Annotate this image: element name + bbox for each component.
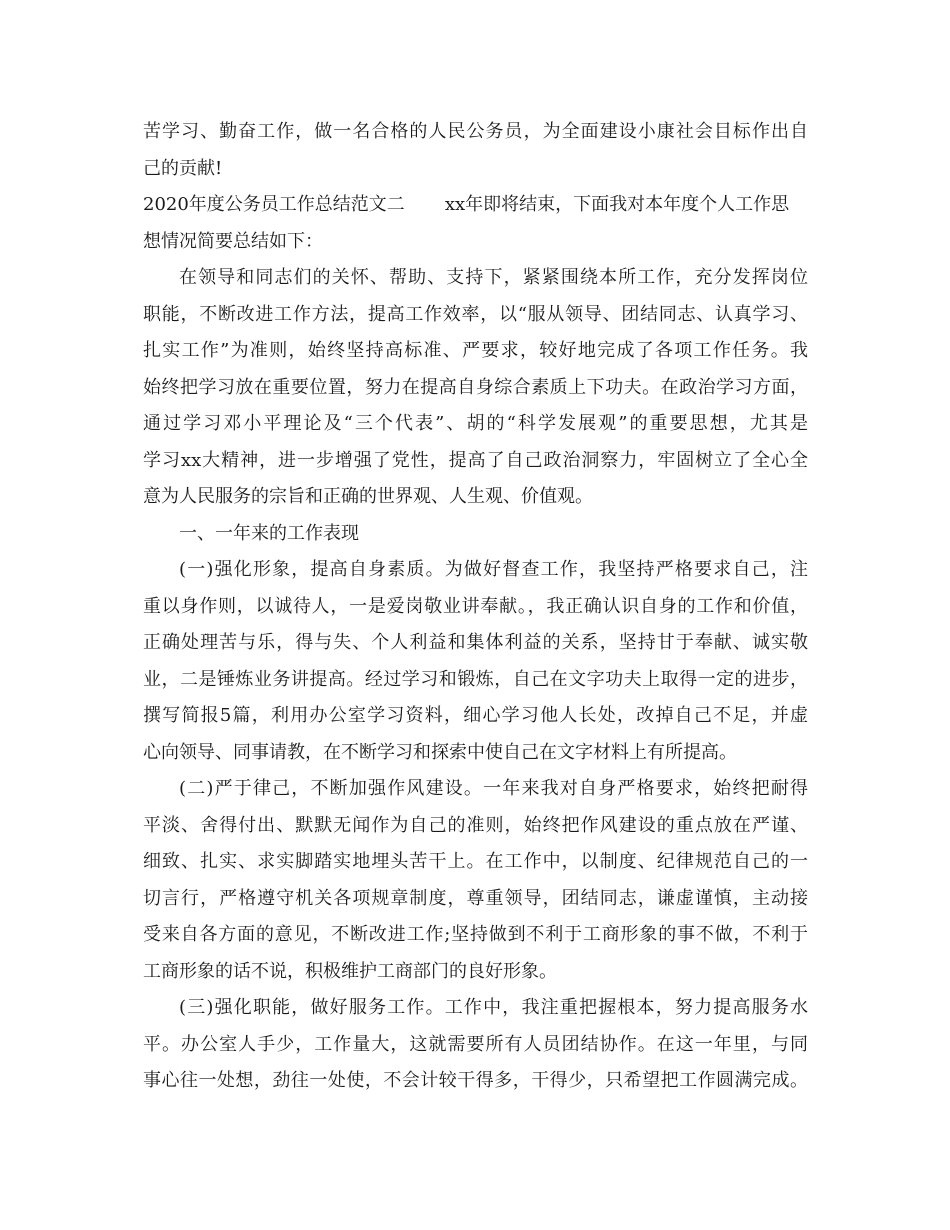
section-title: 2020年度公务员工作总结范文二 bbox=[143, 194, 405, 215]
text-line: 想情况简要总结如下： bbox=[143, 230, 323, 252]
text-line: (一)强化形象，提高自身素质。为做好督查工作，我坚持严格要求自己，注 bbox=[179, 559, 808, 580]
text-line: 正确处理苦与乐，得与失、个人利益和集体利益的关系，坚持甘于奉献、诚实敬 bbox=[143, 632, 808, 653]
text-line: 受来自各方面的意见，不断改进工作;坚持做到不利于工商形象的事不做，不利于 bbox=[143, 924, 808, 945]
text-line: 扎实工作”为准则，始终坚持高标准、严要求，较好地完成了各项工作任务。我 bbox=[143, 340, 808, 361]
text-line: 事心往一处想，劲往一处使，不会计较干得多，干得少，只希望把工作圆满完成。 bbox=[143, 1070, 808, 1091]
text-line: 业，二是锤炼业务讲提高。经过学习和锻炼，自己在文字功夫上取得一定的进步， bbox=[143, 668, 808, 690]
document-body bbox=[143, 114, 808, 1100]
text-line: 工商形象的话不说，积极维护工商部门的良好形象。 bbox=[143, 960, 557, 982]
text-line: 苦学习、勤奋工作，做一名合格的人民公务员，为全面建设小康社会目标作出自 bbox=[143, 121, 808, 142]
text-line: 职能，不断改进工作方法，提高工作效率，以“服从领导、团结同志、认真学习、 bbox=[143, 303, 808, 325]
text-line: 始终把学习放在重要位置，努力在提高自身综合素质上下功夫。在政治学习方面， bbox=[143, 376, 808, 398]
text-line: 一、一年来的工作表现 bbox=[179, 522, 359, 544]
text-line: 在领导和同志们的关怀、帮助、支持下，紧紧围绕本所工作，充分发挥岗位 bbox=[179, 267, 808, 288]
text-line bbox=[143, 187, 808, 224]
text-line: (二)严于律己，不断加强作风建设。一年来我对自身严格要求，始终把耐得 bbox=[179, 778, 808, 799]
text-line: 撰写简报5篇，利用办公室学习资料，细心学习他人长处，改掉自己不足，并虚 bbox=[143, 705, 808, 726]
text-line: 重以身作则，以诚待人，一是爱岗敬业讲奉献。，我正确认识自身的工作和价值， bbox=[143, 595, 808, 617]
text-line: 学习xx大精神，进一步增强了党性，提高了自己政治洞察力，牢固树立了全心全 bbox=[143, 449, 808, 471]
text-line: (三)强化职能，做好服务工作。工作中，我注重把握根本，努力提高服务水 bbox=[179, 997, 808, 1018]
text-line: 己的贡献! bbox=[143, 157, 223, 179]
text-line: 切言行，严格遵守机关各项规章制度，尊重领导，团结同志，谦虚谨慎，主动接 bbox=[143, 887, 808, 909]
text-line: 细致、扎实、求实脚踏实地埋头苦干上。在工作中，以制度、纪律规范自己的一 bbox=[143, 851, 808, 872]
line-text: xx年即将结束，下面我对本年度个人工作思 bbox=[444, 194, 790, 215]
text-line: 意为人民服务的宗旨和正确的世界观、人生观、价值观。 bbox=[143, 486, 593, 507]
text-line: 通过学习邓小平理论及“三个代表”、胡的“科学发展观”的重要思想，尤其是 bbox=[143, 413, 808, 434]
text-line: 平淡、舍得付出、默默无闻作为自己的准则，始终把作风建设的重点放在严谨、 bbox=[143, 814, 808, 836]
text-line: 平。办公室人手少，工作量大，这就需要所有人员团结协作。在这一年里，与同 bbox=[143, 1033, 808, 1055]
text-line: 心向领导、同事请教，在不断学习和探索中使自己在文字材料上有所提高。 bbox=[143, 741, 737, 763]
